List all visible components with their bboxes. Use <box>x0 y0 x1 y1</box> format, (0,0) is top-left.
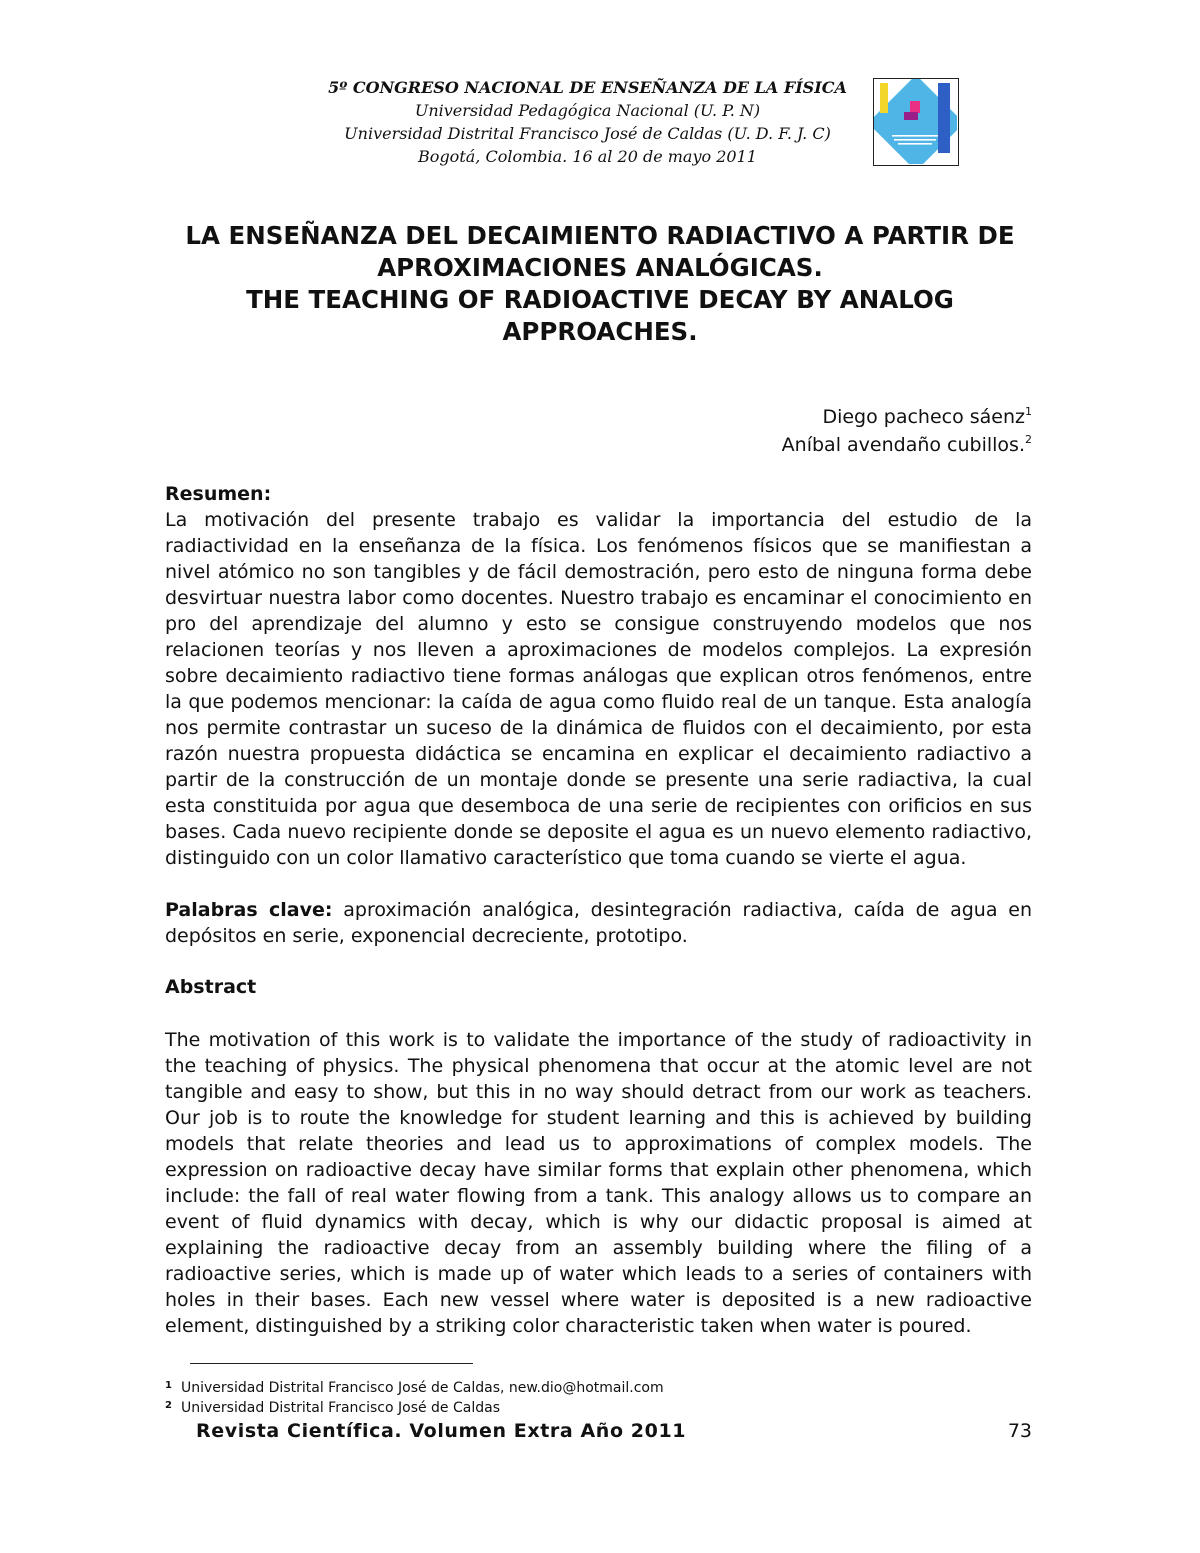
footnote-mark: 1 <box>165 1380 172 1391</box>
abstract-section-heading <box>165 974 1032 1000</box>
title-en-line-2: APPROACHES. <box>502 317 698 346</box>
conference-university-1: Universidad Pedagógica Nacional (U. P. N) <box>414 101 761 120</box>
resumen-text: La motivación del presente trabajo es validar la importancia del estudio de la radiactividad en la enseñanza de la física. Los fenómenos físicos que se manifiestan a nivel atómico no son tangibles y de fácil demostración, pero esto de ninguna forma debe desvirtuar nuestra labor como docentes. Nuestro trabajo es encaminar el conocimiento en pro del aprendizaje del alumno y esto se consigue construyendo modelos que nos relacionen teorías y nos lleven a aproximaciones de modelos complejos. La expresión sobre decaimiento radiactivo tiene formas análogas que explican otros fenómenos, entre la que podemos mencionar: la caída de agua como fluido real de un tanque. Esta analogía nos permite contrastar un suceso de la dinámica de fluidos con el decaimiento, por esta razón nuestra propuesta didáctica se encamina en explicar el decaimiento radiactivo a partir de la construcción de un montaje donde se presente una serie radiactiva, la cual esta constituida por agua que desemboca de una serie de recipientes con orificios en sus bases. Cada nuevo recipiente donde se deposite el agua es un nuevo elemento radiactivo, distinguido con un color llamativo característico que toma cuando se vierte el agua. <box>165 509 1032 869</box>
abstract-section <box>165 1027 1032 1339</box>
logo-pink-block <box>910 101 920 113</box>
keywords-label: Palabras clave: <box>165 899 333 921</box>
footnotes <box>165 1377 1035 1417</box>
journal-footer: Revista Científica. Volumen Extra Año 2011 <box>196 1420 687 1442</box>
conference-header <box>300 76 875 168</box>
author-footnote-mark: 2 <box>1025 433 1032 446</box>
footnote-2 <box>165 1397 1035 1417</box>
abstract-heading: Abstract <box>165 976 257 998</box>
author-2 <box>782 431 1032 459</box>
conference-university-2: Universidad Distrital Francisco José de Caldas (U. D. F. J. C) <box>344 124 831 143</box>
logo-dark-bar <box>938 83 950 153</box>
footnote-mark: 2 <box>165 1400 172 1411</box>
author-list <box>782 403 1032 459</box>
footnote-divider <box>190 1363 473 1364</box>
footnote-text: Universidad Distrital Francisco José de Caldas <box>181 1400 500 1416</box>
author-footnote-mark: 1 <box>1025 405 1032 418</box>
conference-title: 5º CONGRESO NACIONAL DE ENSEÑANZA DE LA FÍSICA <box>328 78 847 97</box>
title-es-line-2: APROXIMACIONES ANALÓGICAS. <box>377 253 823 282</box>
resumen-heading: Resumen: <box>165 483 272 505</box>
resumen-section <box>165 481 1032 871</box>
author-1 <box>782 403 1032 431</box>
keywords-paragraph <box>165 897 1032 949</box>
title-es-line-1: LA ENSEÑANZA DEL DECAIMIENTO RADIACTIVO A PARTIR DE <box>185 221 1015 250</box>
author-name: Aníbal avendaño cubillos. <box>781 434 1025 456</box>
conference-place-date: Bogotá, Colombia. 16 al 20 de mayo 2011 <box>418 147 757 166</box>
paper-title <box>165 220 1035 348</box>
keywords-section <box>165 897 1032 949</box>
logo-text-line-3 <box>898 143 932 145</box>
page-number: 73 <box>1007 1420 1032 1442</box>
logo-yellow-bar <box>880 83 888 113</box>
logo-magenta-block <box>904 112 918 120</box>
keywords-text: aproximación analógica, desintegración radiactiva, caída de agua en depósitos en serie, exponencial decreciente, prototipo. <box>165 899 1032 947</box>
logo-text-line-1 <box>892 135 938 137</box>
footnote-1 <box>165 1377 1035 1397</box>
logo-text-line-2 <box>894 139 936 141</box>
footnote-text: Universidad Distrital Francisco José de Caldas, new.dio@hotmail.com <box>181 1380 664 1396</box>
conference-logo <box>873 78 959 166</box>
abstract-text: The motivation of this work is to validate the importance of the study of radioactivity in the teaching of physics. The physical phenomena that occur at the atomic level are not tangible and easy to show, but this in no way should detract from our work as teachers. Our job is to route the knowledge for student learning and this is achieved by building models that relate theories and lead us to approximations of complex models. The expression on radioactive decay have similar forms that explain other phenomena, which include: the fall of real water flowing from a tank. This analogy allows us to compare an event of fluid dynamics with decay, which is why our didactic proposal is aimed at explaining the radioactive decay from an assembly building where the filing of a radioactive series, which is made up of water which leads to a series of containers with holes in their bases. Each new vessel where water is deposited is a new radioactive element, distinguished by a striking color characteristic taken when water is poured. <box>165 1029 1032 1337</box>
author-name: Diego pacheco sáenz <box>822 406 1025 428</box>
conference-logo-graphic <box>874 79 957 164</box>
title-en-line-1: THE TEACHING OF RADIOACTIVE DECAY BY ANALOG <box>246 285 954 314</box>
